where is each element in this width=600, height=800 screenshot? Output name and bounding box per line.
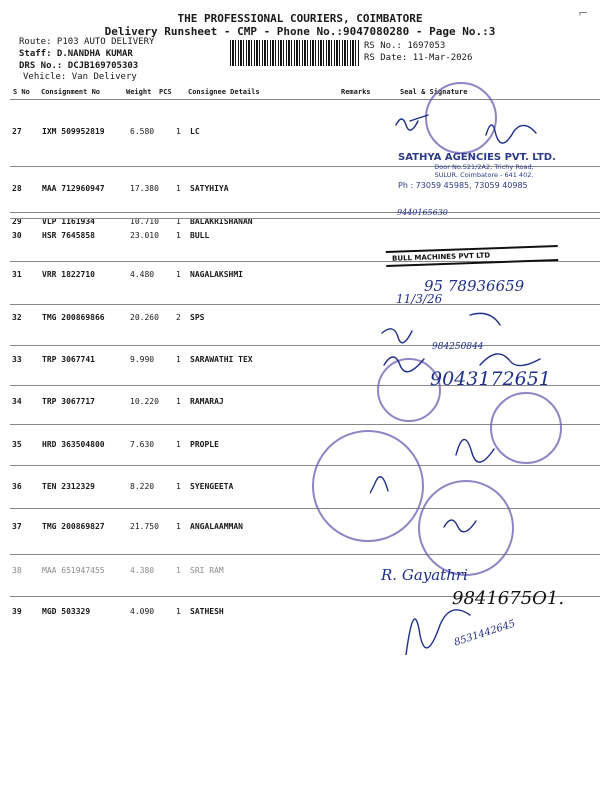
row-consignment: MAA 712960947	[42, 184, 105, 193]
row-sno: 37	[12, 522, 22, 531]
sathya-stamp-name: SATHYA AGENCIES PVT. LTD.	[398, 152, 556, 163]
row-pcs: 1	[176, 607, 181, 616]
bull-machines-stamp: BULL MACHINES PVT LTD	[386, 245, 558, 267]
row-pcs: 1	[176, 270, 181, 279]
row-sno: 28	[12, 184, 22, 193]
row-weight: 21.750	[130, 522, 159, 531]
drs-number	[19, 61, 138, 71]
row-consignee: BULL	[190, 231, 210, 240]
row-sno: 36	[12, 482, 22, 491]
col-consignee: Consignee Details	[188, 88, 260, 96]
row-pcs: 1	[176, 231, 181, 240]
signature-row-33	[384, 357, 424, 372]
rs-date: RS Date: 11-Mar-2026	[364, 53, 473, 63]
row-consignment: TMG 200869827	[42, 522, 105, 531]
row-consignee: SYENGEETA	[190, 482, 234, 491]
row-sno: 38	[12, 566, 22, 575]
row-sno: 33	[12, 355, 22, 364]
row-sno: 34	[12, 397, 22, 406]
row-consignee: SRI RAM	[190, 566, 224, 575]
row-weight: 4.090	[130, 607, 155, 616]
handwritten-name-row-38: R. Gayathri	[381, 566, 468, 584]
signature-row-34	[470, 313, 500, 325]
row-pcs: 1	[176, 355, 181, 364]
row-consignment: HSR 7645858	[42, 231, 95, 240]
row-pcs: 1	[176, 566, 181, 575]
row-consignment: MGD 503329	[42, 607, 91, 616]
signature-row-35	[456, 439, 494, 462]
row-consignment: TRP 3067741	[42, 355, 95, 364]
drs-label: DRS No.:	[19, 61, 63, 71]
row-sno: 30	[12, 231, 22, 240]
handwritten-date-row-31: 11/3/26	[396, 292, 443, 306]
runsheet-title: Delivery Runsheet - CMP - Phone No.:9047080280 - Page No.:3	[104, 25, 496, 38]
row-consignment: IXM 509952819	[42, 127, 105, 136]
row-pcs: 1	[176, 397, 181, 406]
row-pcs: 1	[176, 184, 181, 193]
row-pcs: 1	[176, 440, 181, 449]
row-pcs: 1	[176, 127, 181, 136]
row-consignee: RAMARAJ	[190, 397, 224, 406]
row-sno: 32	[12, 313, 22, 322]
sathya-stamp-address-1: Door No.521/2A2, Trichy Road,	[434, 163, 534, 171]
row-consignee: LC	[190, 127, 200, 136]
signature-row-39	[406, 610, 470, 655]
sathya-stamp-address-2: SULUR, Coimbatore - 641 402.	[434, 171, 534, 179]
row-consignee: ANGALAAMMAN	[190, 522, 243, 531]
handwritten-phone-row-31: 95 78936659	[424, 277, 525, 295]
signature-row-27	[396, 115, 428, 130]
row-consignment: MAA 651947455	[42, 566, 105, 575]
row-consignment: VRR 1822710	[42, 270, 95, 279]
page-corner-mark: ⌐	[578, 6, 589, 20]
row-pcs: 1	[176, 522, 181, 531]
row-sno: 27	[12, 127, 22, 136]
row-sno: 35	[12, 440, 22, 449]
row-weight: 23.010	[130, 231, 159, 240]
signature-row-31	[480, 354, 540, 366]
row-sno: 39	[12, 607, 22, 616]
route: Route: P103 AUTO DELIVERY	[19, 37, 155, 47]
col-sno: S No	[13, 88, 30, 96]
row-pcs: 1	[176, 482, 181, 491]
row-consignment: VLP 1161934	[42, 217, 95, 226]
row-consignee: SATHESH	[190, 607, 224, 616]
signature-row-36	[370, 476, 388, 502]
col-consignment: Consignment No	[41, 88, 101, 96]
signature-row-28	[486, 125, 536, 143]
row-sno: 29	[12, 217, 22, 226]
col-weight: Weight	[126, 88, 152, 96]
row-consignment: TMG 200869866	[42, 313, 105, 322]
row-weight: 17.380	[130, 184, 159, 193]
row-weight: 10.220	[130, 397, 159, 406]
col-remarks: Remarks	[341, 88, 371, 96]
handwritten-phone-row-33: 9043172651	[430, 368, 551, 390]
row-weight: 4.380	[130, 566, 155, 575]
row-consignment: TRP 3067717	[42, 397, 95, 406]
staff: Staff: D.NANDHA KUMAR	[19, 49, 133, 59]
barcode	[230, 40, 360, 66]
row-consignee: SARAWATHI TEX	[190, 355, 253, 364]
sathya-stamp-phone: Ph : 73059 45985, 73059 40985	[398, 181, 528, 190]
handwritten-phone-row-32: 984250844	[432, 342, 484, 352]
handwritten-phone-row-39: 8531442645	[452, 618, 517, 649]
row-consignee: SPS	[190, 313, 205, 322]
col-seal: Seal & Signature	[400, 88, 468, 96]
company-name: THE PROFESSIONAL COURIERS, COIMBATORE	[177, 12, 423, 25]
row-consignee: PROPLE	[190, 440, 219, 449]
row-consignee: SATYHIYA	[190, 184, 229, 193]
row-consignee: NAGALAKSHMI	[190, 270, 243, 279]
signature-scribbles	[370, 95, 600, 655]
row-consignee: BALAKRISHANAN	[190, 217, 253, 226]
handwritten-phone-row-38: 9841675O1.	[452, 588, 565, 609]
row-sno: 31	[12, 270, 22, 279]
row-weight: 4.480	[130, 270, 155, 279]
drs-value: DCJB169705303	[67, 61, 139, 71]
row-consignment: TEN 2312329	[42, 482, 95, 491]
rs-number: RS No.: 1697053	[364, 41, 446, 51]
row-weight: 20.260	[130, 313, 159, 322]
signature-row-32	[382, 329, 412, 343]
row-weight: 9.990	[130, 355, 155, 364]
signature-row-37	[444, 520, 476, 532]
row-weight: 7.630	[130, 440, 155, 449]
vehicle: Vehicle: Van Delivery	[23, 72, 137, 82]
row-pcs: 2	[176, 313, 181, 322]
row-weight: 8.220	[130, 482, 155, 491]
row-pcs: 1	[176, 217, 181, 226]
row-weight: 6.580	[130, 127, 155, 136]
handwritten-phone-row-29: 9440165630	[397, 208, 448, 217]
row-weight: 10.710	[130, 217, 159, 226]
row-consignment: HRD 363504800	[42, 440, 105, 449]
col-pcs: PCS	[159, 88, 172, 96]
